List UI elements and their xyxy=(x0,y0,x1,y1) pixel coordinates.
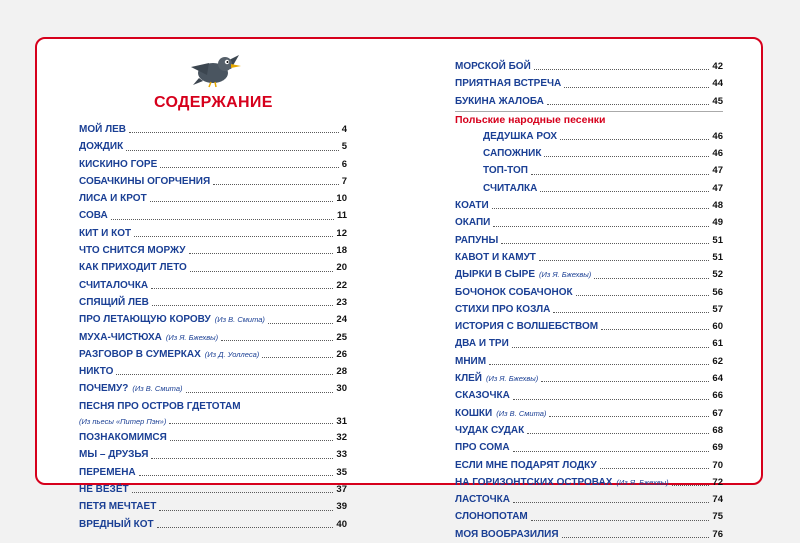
dot-leader xyxy=(111,219,334,220)
toc-entry[interactable] xyxy=(79,311,347,328)
dot-leader xyxy=(160,167,338,168)
toc-entry[interactable] xyxy=(455,335,723,352)
dot-leader xyxy=(531,174,709,175)
entry-source: (Из В. Смита) xyxy=(496,408,547,418)
entry-source: (Из Я. Бжехвы) xyxy=(165,332,219,342)
dot-leader xyxy=(594,278,709,279)
toc-entry[interactable] xyxy=(79,156,347,173)
dot-leader xyxy=(601,329,709,330)
page-number: 23 xyxy=(336,296,347,308)
toc-entry[interactable] xyxy=(79,429,347,446)
toc-entry[interactable] xyxy=(455,232,723,249)
toc-entry[interactable] xyxy=(455,249,723,266)
page-number: 76 xyxy=(712,528,723,540)
dot-leader xyxy=(513,451,710,452)
entry-title: НЕ ВЕЗЁТ xyxy=(79,483,129,495)
page-number: 42 xyxy=(712,61,723,72)
page-number: 20 xyxy=(336,262,347,274)
entry-source: (Из Д. Уоллеса) xyxy=(204,349,260,359)
entry-title: ЛИСА И КРОТ xyxy=(79,193,147,205)
dot-leader xyxy=(600,468,710,469)
page-number: 32 xyxy=(336,432,347,444)
page-number: 18 xyxy=(336,245,347,257)
dot-leader xyxy=(152,305,334,306)
crow-icon xyxy=(185,45,243,89)
dot-leader xyxy=(268,323,334,324)
page-number: 47 xyxy=(712,182,723,194)
toc-entry[interactable] xyxy=(455,439,723,456)
entry-title: СЛОНОПОТАМ xyxy=(455,511,528,523)
entry-title: СОБАЧКИНЫ ОГОРЧЕНИЯ xyxy=(79,175,211,187)
dot-leader xyxy=(540,191,709,192)
dot-leader xyxy=(170,440,334,441)
entry-title: РАПУНЫ xyxy=(455,234,499,246)
dot-leader xyxy=(159,510,333,511)
page-number: 6 xyxy=(341,158,347,170)
entry-title: РАЗГОВОР В СУМЕРКАХ xyxy=(79,348,201,360)
toc-entry[interactable] xyxy=(455,474,723,491)
entry-title: МОРСКОЙ БОЙ xyxy=(455,61,531,72)
toc-entry[interactable] xyxy=(455,162,723,179)
entry-title: КИСКИНО ГОРЕ xyxy=(79,158,158,170)
toc-entry[interactable] xyxy=(79,516,347,533)
entry-title: НИКТО xyxy=(79,366,114,378)
page-number: 68 xyxy=(712,424,723,436)
entry-title: ПЕТЯ МЕЧТАЕТ xyxy=(79,501,157,513)
page-number: 24 xyxy=(336,314,347,326)
toc-entry[interactable] xyxy=(79,380,347,397)
dot-leader xyxy=(562,537,710,538)
entry-title: ЛАСТОЧКА xyxy=(455,494,510,506)
toc-entry[interactable] xyxy=(455,318,723,335)
entry-title: КЛЕЙ xyxy=(455,373,482,385)
toc-entry[interactable] xyxy=(79,446,347,463)
dot-leader xyxy=(513,399,710,400)
entry-title: ПРО ЛЕТАЮЩУЮ КОРОВУ xyxy=(79,314,211,326)
dot-leader xyxy=(139,475,334,476)
entry-title: МОЙ ЛЕВ xyxy=(79,124,126,135)
entry-title: ДВА И ТРИ xyxy=(455,338,509,350)
page-number: 46 xyxy=(712,130,723,142)
dot-leader xyxy=(169,423,333,424)
entry-title: ЧТО СНИТСЯ МОРЖУ xyxy=(79,245,186,257)
dot-leader xyxy=(672,485,710,486)
entry-title: МУХА-ЧИСТЮХА xyxy=(79,331,162,343)
page-number: 5 xyxy=(341,141,347,153)
page-number: 31 xyxy=(336,416,347,428)
entry-title: ПРО СОМА xyxy=(455,442,510,454)
page-number: 39 xyxy=(336,501,347,513)
dot-leader xyxy=(534,69,710,70)
entry-title: МОЯ ВООБРАЗИЛИЯ xyxy=(455,528,559,540)
toc-entry[interactable] xyxy=(455,422,723,439)
dot-leader xyxy=(186,392,334,393)
dot-leader xyxy=(549,416,709,417)
entry-title: МНИМ xyxy=(455,355,487,367)
page-number: 67 xyxy=(712,407,723,419)
toc-entry[interactable] xyxy=(455,284,723,301)
toc-entry[interactable] xyxy=(79,173,347,190)
dot-leader xyxy=(190,271,334,272)
page-number: 11 xyxy=(336,210,347,222)
toc-entry[interactable] xyxy=(455,491,723,508)
page-number: 48 xyxy=(712,200,723,212)
section-title: Польские народные песенки xyxy=(455,111,723,128)
entry-title: НА ГОРИЗОНТСКИХ ОСТРОВАХ xyxy=(455,476,613,488)
dot-leader xyxy=(576,295,710,296)
dot-leader xyxy=(512,347,710,348)
toc-entry[interactable] xyxy=(79,415,347,429)
toc-entry[interactable] xyxy=(79,481,347,498)
toc-entry[interactable] xyxy=(79,259,347,276)
entry-title: ПЕСНЯ ПРО ОСТРОВ ГДЕТОТАМ xyxy=(79,400,241,412)
entry-title: ОКАПИ xyxy=(455,217,491,229)
entry-title: ПОЧЕМУ? xyxy=(79,383,129,395)
entry-title: ПЕРЕМЕНА xyxy=(79,466,136,478)
dot-leader xyxy=(221,340,333,341)
entry-title: ПРИЯТНАЯ ВСТРЕЧА xyxy=(455,78,562,90)
entry-title: СЧИТАЛОЧКА xyxy=(79,279,149,291)
toc-entry[interactable] xyxy=(455,526,723,543)
book-page xyxy=(35,37,763,540)
page-number: 22 xyxy=(336,279,347,291)
dot-leader xyxy=(539,260,710,261)
toc-entry[interactable] xyxy=(79,225,347,242)
toc-entry[interactable] xyxy=(455,353,723,370)
dot-leader xyxy=(189,253,334,254)
toc-entry[interactable] xyxy=(455,145,723,162)
page-number: 49 xyxy=(712,217,723,229)
page-number: 46 xyxy=(712,148,723,160)
entry-title: ЧУДАК СУДАК xyxy=(455,424,525,436)
dot-leader xyxy=(126,150,338,151)
toc-entry[interactable] xyxy=(79,242,347,259)
entry-title: ПОЗНАКОМИМСЯ xyxy=(79,432,167,444)
dot-leader xyxy=(501,243,709,244)
entry-title: ЕСЛИ МНЕ ПОДАРЯТ ЛОДКУ xyxy=(455,459,597,471)
entry-title: КАК ПРИХОДИТ ЛЕТО xyxy=(79,262,187,274)
page-number: 4 xyxy=(341,124,347,135)
page-number: 51 xyxy=(712,234,723,246)
entry-title: ТОП-ТОП xyxy=(483,165,528,177)
toc-entry[interactable] xyxy=(455,180,723,197)
dot-leader xyxy=(116,374,333,375)
dot-leader xyxy=(129,132,339,133)
dot-leader xyxy=(553,312,709,313)
page-number: 45 xyxy=(712,95,723,107)
page-number: 7 xyxy=(341,175,347,187)
toc-entry[interactable] xyxy=(455,75,723,92)
entry-title: ИСТОРИЯ С ВОЛШЕБСТВОМ xyxy=(455,321,599,333)
toc-entry[interactable] xyxy=(79,498,347,515)
page-number: 69 xyxy=(712,442,723,454)
page-number: 61 xyxy=(712,338,723,350)
dot-leader xyxy=(547,104,710,105)
entry-source: (Из Я. Бжехвы) xyxy=(539,270,592,280)
toc-entry[interactable] xyxy=(79,121,347,138)
entry-title: СЧИТАЛКА xyxy=(483,182,538,194)
page-number: 72 xyxy=(712,476,723,488)
page-number: 12 xyxy=(336,227,347,239)
page-number: 40 xyxy=(336,518,347,530)
page-number: 10 xyxy=(336,193,347,205)
toc-entry[interactable] xyxy=(455,301,723,318)
entry-title: ДОЖДИК xyxy=(79,141,124,153)
toc-entry[interactable] xyxy=(455,93,723,110)
page-number: 74 xyxy=(712,494,723,506)
page-number: 51 xyxy=(712,251,723,263)
entry-title: БУКИНА ЖАЛОБА xyxy=(455,95,544,107)
toc-entry[interactable] xyxy=(79,190,347,207)
dot-leader xyxy=(493,226,709,227)
toc-entry[interactable] xyxy=(79,464,347,481)
toc-entry[interactable] xyxy=(79,346,347,363)
page-number: 25 xyxy=(336,331,347,343)
page-number: 30 xyxy=(336,383,347,395)
dot-leader xyxy=(492,208,710,209)
dot-leader xyxy=(527,433,709,434)
page-number: 57 xyxy=(712,303,723,315)
page-number: 70 xyxy=(712,459,723,471)
entry-title: МЫ – ДРУЗЬЯ xyxy=(79,449,149,461)
toc-entry[interactable] xyxy=(455,387,723,404)
entry-title: ДЕДУШКА РОХ xyxy=(483,130,558,142)
entry-title: САПОЖНИК xyxy=(483,148,542,160)
toc-entry[interactable] xyxy=(455,214,723,231)
toc-entry[interactable] xyxy=(455,197,723,214)
dot-leader xyxy=(151,288,333,289)
toc-entry[interactable] xyxy=(79,329,347,346)
page-number: 44 xyxy=(712,78,723,90)
page-number: 33 xyxy=(336,449,347,461)
dot-leader xyxy=(541,381,709,382)
entry-title: ВРЕДНЫЙ КОТ xyxy=(79,518,154,530)
toc-entry[interactable] xyxy=(455,128,723,145)
page-number: 56 xyxy=(712,286,723,298)
dot-leader xyxy=(544,156,709,157)
dot-leader xyxy=(513,502,709,503)
entry-source: (Из В. Смита) xyxy=(132,384,183,394)
page-number: 52 xyxy=(712,269,723,281)
dot-leader xyxy=(134,236,333,237)
page-number: 35 xyxy=(336,466,347,478)
entry-title: СОВА xyxy=(79,210,108,222)
entry-title: КИТ И КОТ xyxy=(79,227,132,239)
entry-title: БОЧОНОК СОБАЧОНОК xyxy=(455,286,573,298)
entry-title: СПЯЩИЙ ЛЕВ xyxy=(79,296,149,308)
toc-entry[interactable] xyxy=(79,138,347,155)
dot-leader xyxy=(150,201,334,202)
entry-title: СКАЗОЧКА xyxy=(455,390,510,402)
page-number: 75 xyxy=(712,511,723,523)
toc-left-column xyxy=(79,121,347,533)
toc-entry[interactable] xyxy=(455,58,723,75)
dot-leader xyxy=(213,184,339,185)
dot-leader xyxy=(132,492,334,493)
toc-entry[interactable] xyxy=(79,363,347,380)
dot-leader xyxy=(489,364,709,365)
page-number: 64 xyxy=(712,373,723,385)
toc-entry[interactable] xyxy=(79,294,347,311)
page-number: 62 xyxy=(712,355,723,367)
entry-title: СТИХИ ПРО КОЗЛА xyxy=(455,303,551,315)
page-number: 66 xyxy=(712,390,723,402)
entry-title: КОАТИ xyxy=(455,200,489,212)
page-number: 28 xyxy=(336,366,347,378)
entry-title: ДЫРКИ В СЫРЕ xyxy=(455,269,536,281)
entry-title: КАВОТ И КАМУТ xyxy=(455,251,536,263)
entry-source: (Из пьесы «Питер Пэн») xyxy=(79,417,167,427)
toc-entry[interactable] xyxy=(455,457,723,474)
page-number: 26 xyxy=(336,348,347,360)
dot-leader xyxy=(151,458,333,459)
toc-entry[interactable] xyxy=(455,508,723,525)
toc-entry[interactable] xyxy=(455,266,723,283)
entry-source: (Из Я. Бжехвы) xyxy=(616,477,669,487)
entry-source: (Из Я. Бжехвы) xyxy=(485,374,539,384)
toc-entry[interactable] xyxy=(79,207,347,224)
dot-leader xyxy=(564,87,709,88)
page-number: 37 xyxy=(336,483,347,495)
dot-leader xyxy=(560,139,709,140)
page-number: 47 xyxy=(712,165,723,177)
toc-entry[interactable] xyxy=(79,398,347,415)
dot-leader xyxy=(262,357,333,358)
page-title: СОДЕРЖАНИЕ xyxy=(154,94,273,111)
toc-entry[interactable] xyxy=(455,370,723,387)
toc-right-column xyxy=(455,58,723,543)
page-number: 60 xyxy=(712,321,723,333)
entry-title: КОШКИ xyxy=(455,407,493,419)
toc-entry[interactable] xyxy=(455,405,723,422)
dot-leader xyxy=(531,520,710,521)
entry-source: (Из В. Смита) xyxy=(214,315,265,325)
toc-entry[interactable] xyxy=(79,277,347,294)
